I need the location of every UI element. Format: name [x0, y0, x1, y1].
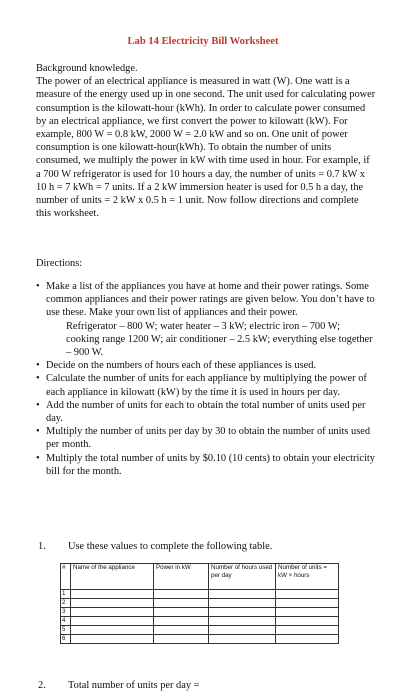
units-cell[interactable] — [276, 626, 339, 635]
question-2-number: 2. — [38, 680, 46, 691]
question-2-text: Total number of units per day = — [68, 680, 200, 691]
appliance-cell[interactable] — [71, 590, 154, 599]
appliance-cell[interactable] — [71, 626, 154, 635]
power-cell[interactable] — [154, 599, 209, 608]
hours-cell[interactable] — [209, 599, 276, 608]
direction-item: • Decide on the numbers of hours each of these appliances is used. — [36, 360, 317, 372]
row-number: 4 — [61, 617, 71, 626]
question-1 — [38, 541, 272, 552]
header-hours: Number of hours used per day — [209, 564, 276, 590]
table-row — [61, 635, 339, 644]
question-2 — [38, 680, 200, 691]
table-row — [61, 626, 339, 635]
power-cell[interactable] — [154, 608, 209, 617]
direction-item: • Calculate the number of units for each appliance by multiplying the power of each appliance in kilowatt (kW) by the time it is used in hours per day. — [36, 373, 367, 398]
appliance-cell[interactable] — [71, 608, 154, 617]
appliance-cell[interactable] — [71, 635, 154, 644]
power-cell[interactable] — [154, 590, 209, 599]
directions-heading: Directions: — [36, 258, 83, 269]
row-number: 3 — [61, 608, 71, 617]
units-cell[interactable] — [276, 590, 339, 599]
question-1-text: Use these values to complete the following table. — [68, 541, 273, 552]
units-cell[interactable] — [276, 617, 339, 626]
table-row — [61, 599, 339, 608]
background-body: The power of an electrical appliance is measured in watt (W). One watt is a measure of the energy used up in one second. The unit used for calculating power consumption is the kilowatt-hour (kWh). In order to calculate power consumed by an electrical appliance, we first convert the power to kilowatt (kW). For example, 800 W = 0.8 kW, 2000 W = 2.0 kW and so on. One unit of power consumption is one kilowatt-hour(kWh). To obtain the number of units consumed, we multiply the power in kW with time used in hour. For example, if a 700 W refrigerator is used for 10 hours a day, the number of units = 0.7 kW x 10 h = 7 kWh = 7 units. If a 2 kW immersion heater is used for 0.5 h a day, the number of units = 2 kW x 0.5 h = 1 unit. Now follow directions and complete this worksheet. — [36, 76, 376, 220]
appliance-cell[interactable] — [71, 599, 154, 608]
table-row — [61, 590, 339, 599]
row-number: 1 — [61, 590, 71, 599]
table-row — [61, 617, 339, 626]
power-cell[interactable] — [154, 617, 209, 626]
hours-cell[interactable] — [209, 635, 276, 644]
directions-list — [36, 280, 376, 478]
appliance-cell[interactable] — [71, 617, 154, 626]
bullet-icon: • — [36, 399, 40, 411]
row-number: 5 — [61, 626, 71, 635]
direction-item: • Multiply the total number of units by $0.10 (10 cents) to obtain your electricity bill for the month. — [36, 452, 375, 477]
units-cell[interactable] — [276, 635, 339, 644]
background-heading: Background knowledge. — [36, 63, 138, 74]
worksheet-title: Lab 14 Electricity Bill Worksheet — [127, 36, 279, 47]
header-appliance-name: Name of the appliance — [71, 564, 154, 590]
direction-item: • Make a list of the appliances you have at home and their power ratings. Some common appliances and their power ratings are given below. You don’t have to use these. Make your own list of appliances and their power. Refrigerator – 800 W; water heater – 3 kW; electric iron – 700 W; cooking range 1200 W; air conditioner – 2.5 kW; everything else together – 900 W. — [36, 281, 375, 359]
bullet-icon: • — [36, 373, 40, 385]
units-table — [60, 563, 339, 644]
hours-cell[interactable] — [209, 617, 276, 626]
bullet-icon: • — [36, 281, 40, 292]
bullet-icon: • — [36, 426, 40, 438]
header-power: Power in kW — [154, 564, 209, 590]
header-units: Number of units = kW × hours — [276, 564, 339, 590]
hours-cell[interactable] — [209, 608, 276, 617]
hours-cell[interactable] — [209, 626, 276, 635]
row-number: 6 — [61, 635, 71, 644]
row-number: 2 — [61, 599, 71, 608]
header-number: # — [61, 564, 71, 590]
background-section — [36, 62, 376, 220]
units-cell[interactable] — [276, 608, 339, 617]
direction-item: • Multiply the number of units per day by 30 to obtain the number of units used per month. — [36, 426, 371, 451]
hours-cell[interactable] — [209, 590, 276, 599]
power-cell[interactable] — [154, 635, 209, 644]
direction-item: • Add the number of units for each to obtain the total number of units used per day. — [36, 399, 366, 425]
table-row — [61, 608, 339, 617]
question-1-number: 1. — [38, 541, 46, 552]
power-cell[interactable] — [154, 626, 209, 635]
units-cell[interactable] — [276, 599, 339, 608]
bullet-icon: • — [36, 452, 40, 464]
appliance-examples: Refrigerator – 800 W; water heater – 3 kW; electric iron – 700 W; cooking range 1200 W; air conditioner – 2.5 kW; everything else together – 900 W. — [66, 320, 373, 359]
table-header-row — [61, 564, 339, 590]
bullet-icon: • — [36, 360, 40, 372]
